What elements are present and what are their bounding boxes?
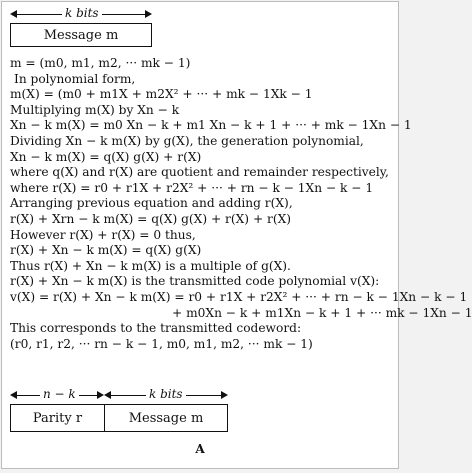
line-3: m(X) = (m0 + m1X + m2X² + ··· + mk − 1Xk − 1 <box>10 87 313 102</box>
line-2: In polynomial form, <box>14 71 136 86</box>
parity-box <box>10 404 105 432</box>
line-1: m = (m0, m1, m2, ··· mk − 1) <box>10 56 191 70</box>
message-box-top <box>10 23 152 47</box>
line-7: Xn − k m(X) = q(X) g(X) + r(X) <box>10 149 202 164</box>
line-12: However r(X) + r(X) = 0 thus, <box>10 227 196 242</box>
bottom-k-bits-arrow <box>104 389 228 401</box>
figure-panel <box>1 1 472 469</box>
line-8: where q(X) and r(X) are quotient and remainder respectively, <box>10 165 389 180</box>
line-11: r(X) + Xrn − k m(X) = q(X) g(X) + r(X) + r(X) <box>10 211 292 226</box>
derivation-text <box>10 56 472 352</box>
top-k-bits-label: k bits <box>62 7 102 19</box>
top-k-bits-arrow <box>10 8 152 20</box>
parity-box-label: Parity r <box>32 410 83 426</box>
line-5: Xn − k m(X) = m0 Xn − k + m1 Xn − k + 1 + ··· + mk − 1Xn − 1 <box>10 118 412 133</box>
line-13: r(X) + Xn − k m(X) = q(X) g(X) <box>10 243 202 258</box>
line-9: where r(X) = r0 + r1X + r2X² + ··· + rn − k − 1Xn − k − 1 <box>10 180 374 195</box>
line-15: r(X) + Xn − k m(X) is the transmitted code polynomial v(X): <box>10 274 380 289</box>
line-17: + m0Xn − k + m1Xn − k + 1 + ··· mk − 1Xn − 1 <box>172 305 472 320</box>
line-18: This corresponds to the transmitted codeword: <box>10 321 302 336</box>
bottom-k-bits-label: k bits <box>146 388 186 400</box>
message-box-top-label: Message m <box>43 27 119 43</box>
bottom-n-k-arrow <box>10 389 104 401</box>
line-19: (r0, r1, r2, ··· rn − k − 1, m0, m1, m2, ··· mk − 1) <box>10 336 313 351</box>
line-4: Multiplying m(X) by Xn − k <box>10 102 180 117</box>
line-16: v(X) = r(X) + Xn − k m(X) = r0 + r1X + r2X² + ··· + rn − k − 1Xn − k − 1 <box>10 289 468 304</box>
message-box-bottom-label: Message m <box>128 410 204 426</box>
line-10: Arranging previous equation and adding r(X), <box>10 196 293 211</box>
figure-caption: A <box>195 442 205 456</box>
message-box-bottom <box>104 404 228 432</box>
line-6: Dividing Xn − k m(X) by g(X), the generation polynomial, <box>10 133 364 148</box>
bottom-n-k-label: n − k <box>40 388 79 400</box>
line-14: Thus r(X) + Xn − k m(X) is a multiple of g(X). <box>10 258 291 273</box>
